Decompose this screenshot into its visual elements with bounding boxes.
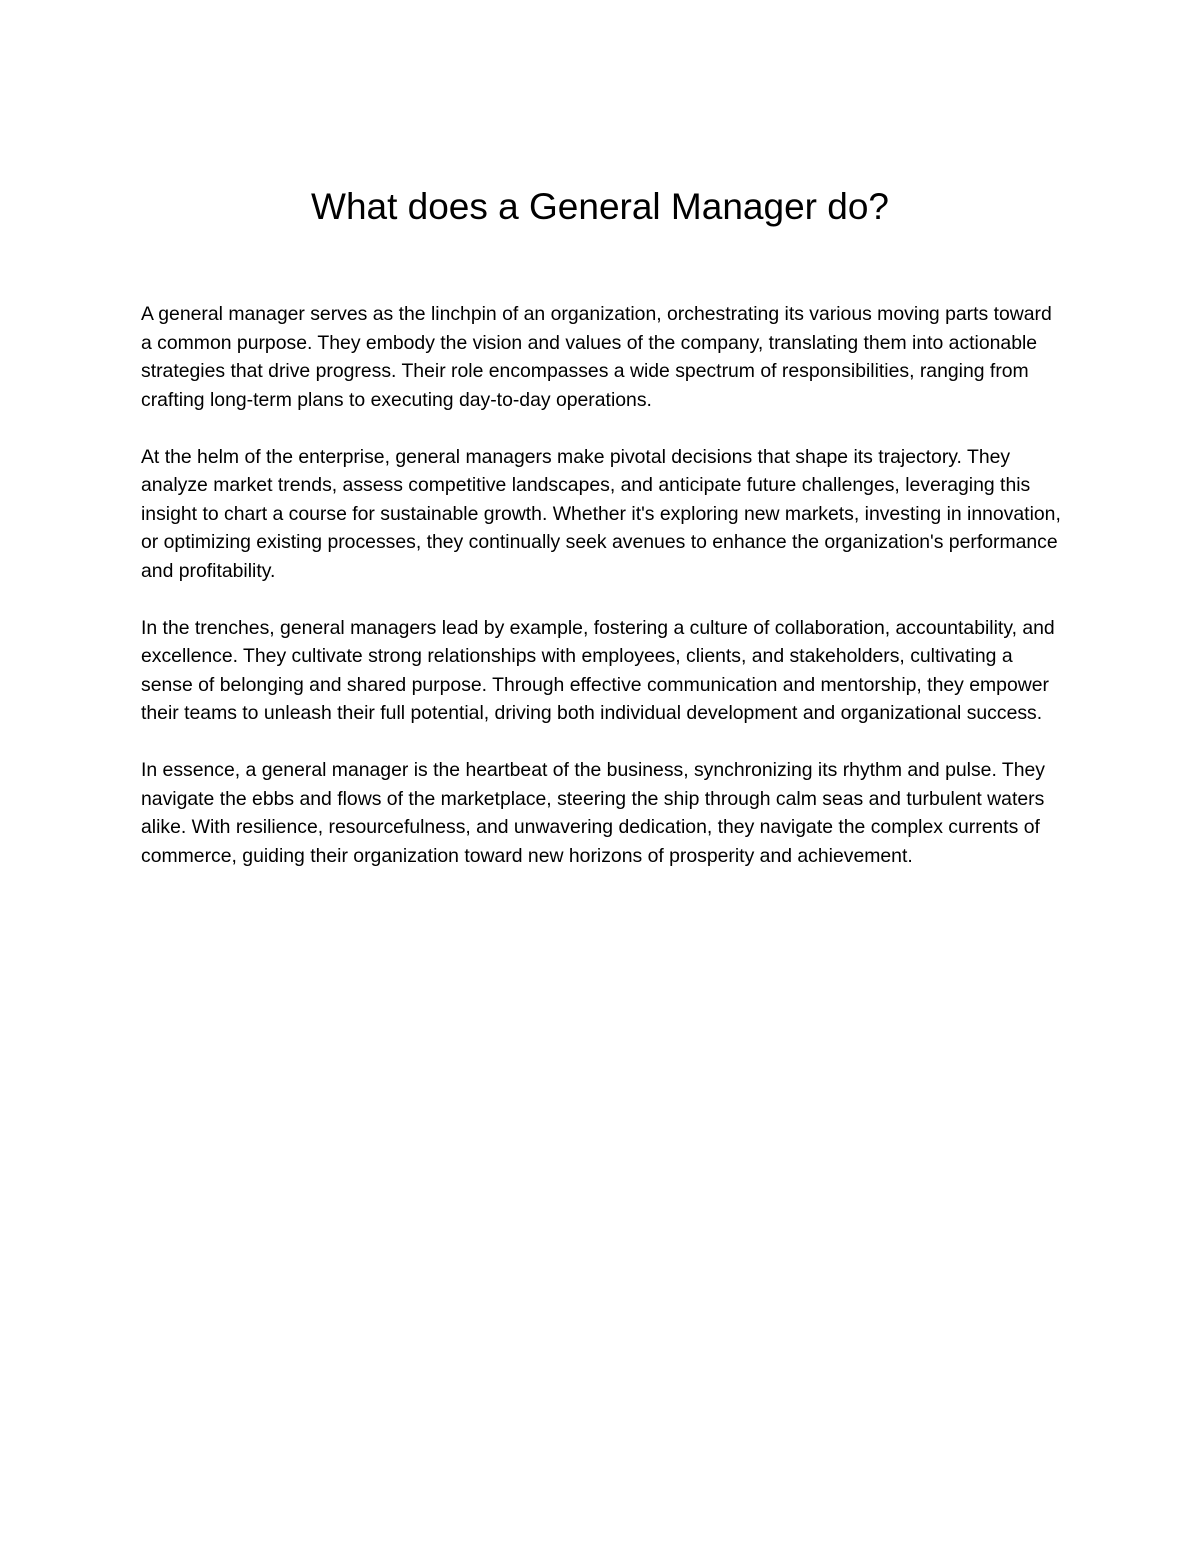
- paragraph-2: At the helm of the enterprise, general managers make pivotal decisions that shape its trajectory. They analyze market trends, assess competitive landscapes, and anticipate future challenges, leveraging this insight to chart a course for sustainable growth. Whether it's exploring new markets, investing in innovation, or optimizing existing processes, they continually seek avenues to enhance the organization's performance and profitability.: [141, 445, 1061, 582]
- paragraph-3: In the trenches, general managers lead by example, fostering a culture of collaboration, accountability, and excellence. They cultivate strong relationships with employees, clients, and stakeholders, cultivating a sense of belonging and shared purpose. Through effective communication and mentorship, they empower their teams to unleash their full potential, driving both individual development and organizational success.: [141, 616, 1055, 724]
- document-title: What does a General Manager do?: [311, 186, 889, 227]
- document-body: [141, 300, 1061, 899]
- paragraph-1: A general manager serves as the linchpin of an organization, orchestrating its various moving parts toward a common purpose. They embody the vision and values of the company, translating them into actionable strategies that drive progress. Their role encompasses a wide spectrum of responsibilities, ranging from crafting long-term plans to executing day-to-day operations.: [141, 303, 1052, 411]
- paragraph-4: In essence, a general manager is the heartbeat of the business, synchronizing its rhythm and pulse. They navigate the ebbs and flows of the marketplace, steering the ship through calm seas and turbulent waters alike. With resilience, resourcefulness, and unwavering dedication, they navigate the complex currents of commerce, guiding their organization toward new horizons of prosperity and achievement.: [141, 759, 1045, 867]
